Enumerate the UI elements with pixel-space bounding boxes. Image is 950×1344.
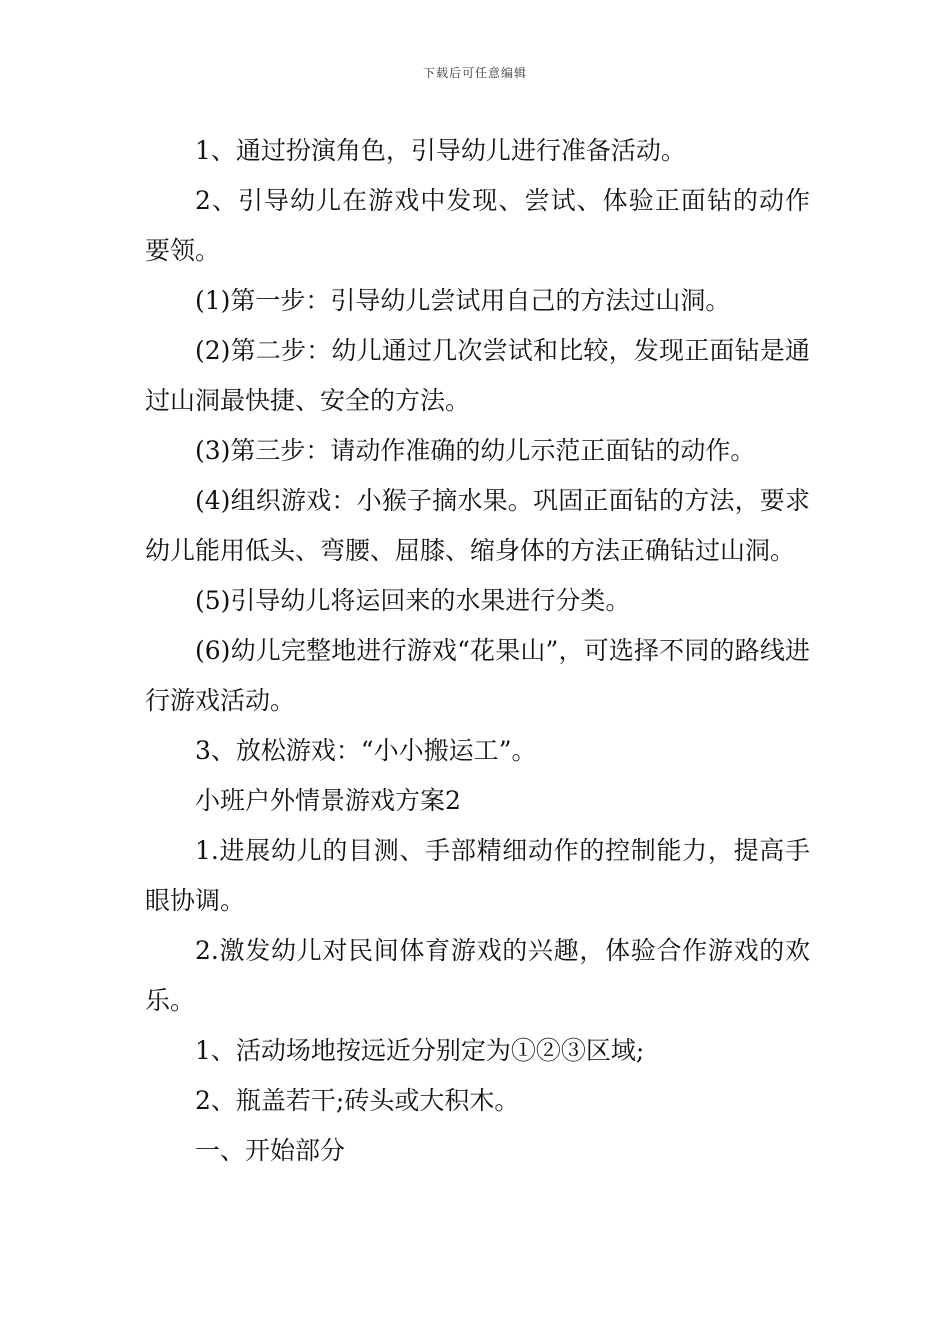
paragraph-15: 一、开始部分 — [195, 1136, 346, 1165]
page-header: 下载后可任意编辑 — [422, 66, 527, 80]
section-heading: 小班户外情景游戏方案2 — [195, 786, 461, 815]
paragraph-9: 3、放松游戏：“小小搬运工”。 — [195, 736, 537, 765]
paragraph-13: 1、活动场地按远近分别定为①②③区域; — [195, 1036, 645, 1065]
paragraph-2: 2、引导幼儿在游戏中发现、尝试、体验正面钻的动作要领。 — [145, 186, 810, 265]
paragraph-4: (2)第二步：幼儿通过几次尝试和比较，发现正面钻是通过山洞最快捷、安全的方法。 — [145, 336, 810, 415]
paragraph-3: (1)第一步：引导幼儿尝试用自己的方法过山洞。 — [195, 286, 731, 315]
paragraph-11: 1.进展幼儿的目测、手部精细动作的控制能力，提高手眼协调。 — [145, 836, 810, 915]
paragraph-7: (5)引导幼儿将运回来的水果进行分类。 — [195, 586, 631, 615]
paragraph-12: 2.激发幼儿对民间体育游戏的兴趣，体验合作游戏的欢乐。 — [145, 936, 810, 1015]
paragraph-6: (4)组织游戏：小猴子摘水果。巩固正面钻的方法，要求幼儿能用低头、弯腰、屈膝、缩身体的方法正确钻过山洞。 — [145, 486, 810, 565]
paragraph-5: (3)第三步：请动作准确的幼儿示范正面钻的动作。 — [195, 436, 756, 465]
document-body — [145, 126, 810, 1176]
paragraph-8: (6)幼儿完整地进行游戏“花果山”，可选择不同的路线进行游戏活动。 — [145, 636, 810, 715]
paragraph-14: 2、瓶盖若干;砖头或大积木。 — [195, 1086, 520, 1115]
paragraph-1: 1、通过扮演角色，引导幼儿进行准备活动。 — [195, 136, 686, 165]
